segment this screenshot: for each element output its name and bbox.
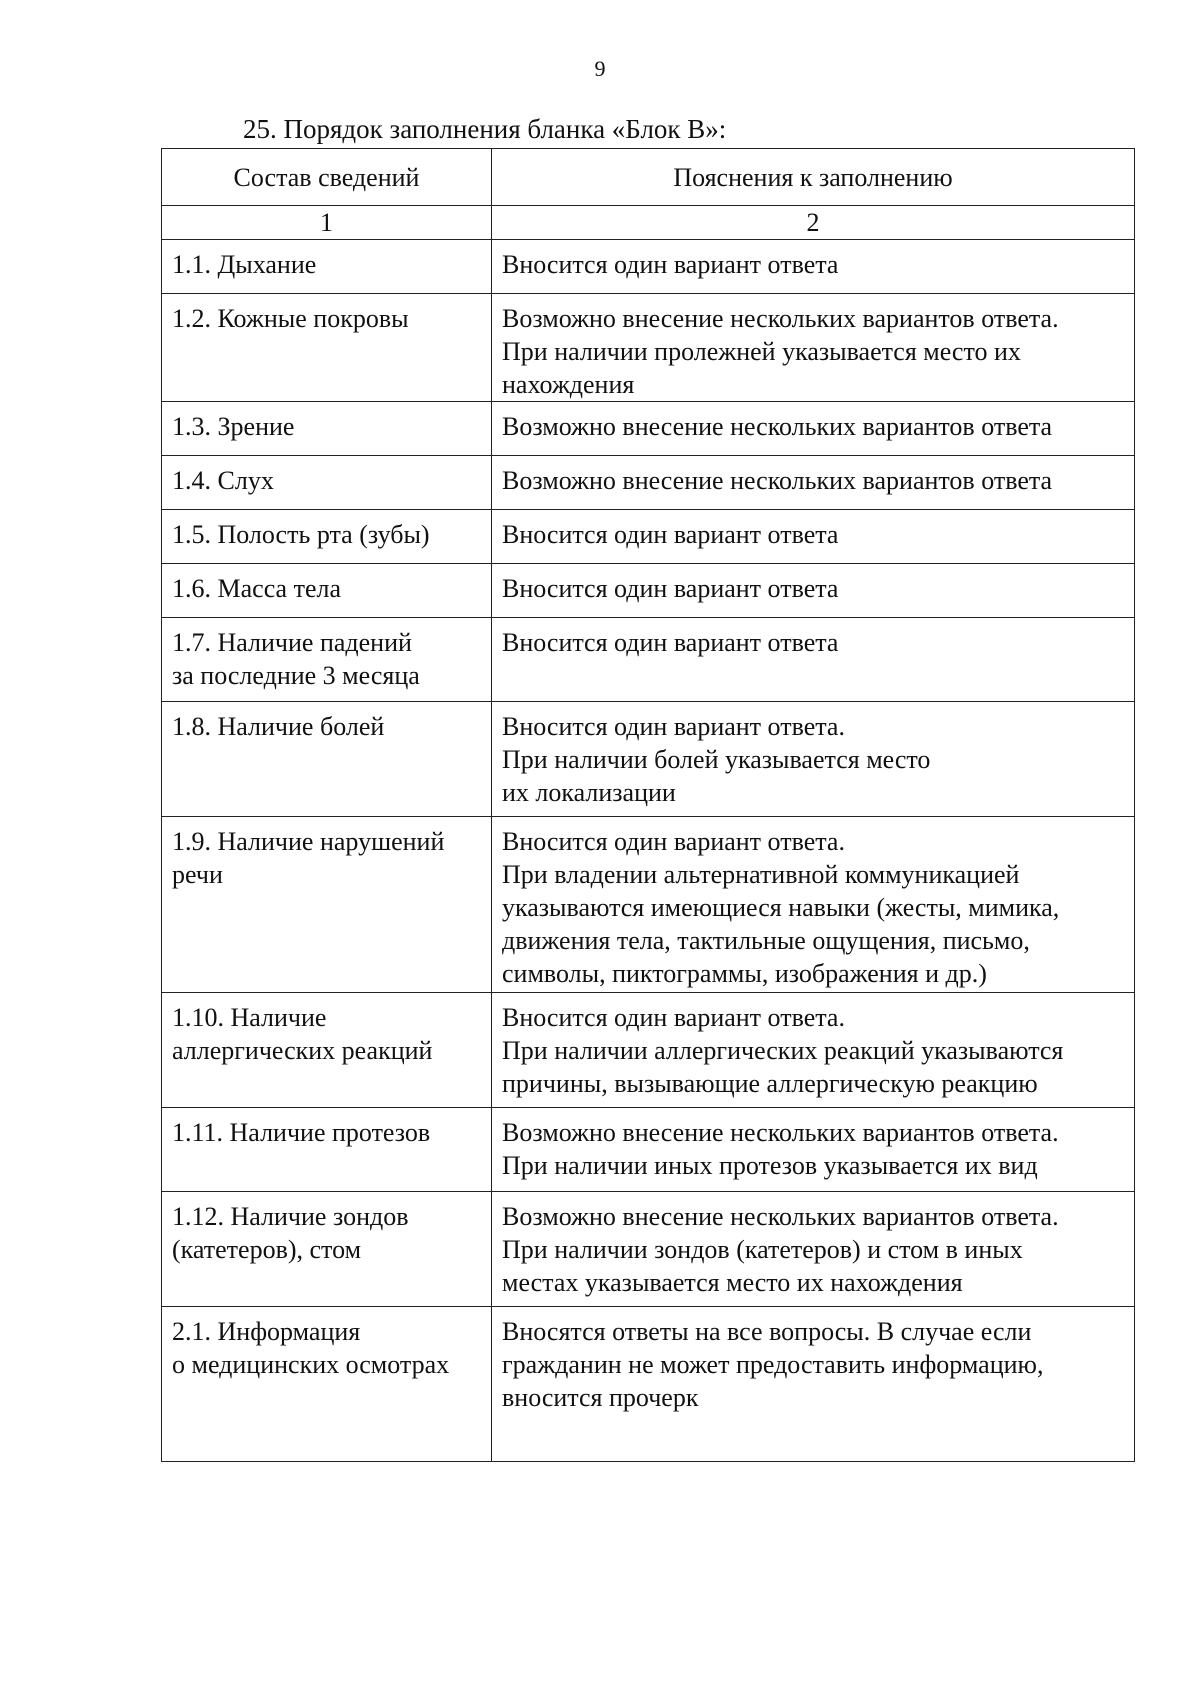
cell-composition bbox=[162, 1192, 492, 1307]
cell-explanation bbox=[492, 993, 1135, 1108]
cell-text-line: Вносится один вариант ответа bbox=[502, 520, 839, 549]
column-number-1: 1 bbox=[162, 206, 492, 240]
cell-text-line: 1.8. Наличие болей bbox=[172, 712, 385, 741]
cell-text-line: 1.12. Наличие зондов bbox=[172, 1202, 409, 1231]
cell-text-line: за последние 3 месяца bbox=[172, 661, 420, 690]
cell-text-line: (катетеров), стом bbox=[172, 1235, 362, 1264]
header-composition: Состав сведений bbox=[162, 149, 492, 206]
cell-text-line: Вносится один вариант ответа. bbox=[502, 712, 845, 741]
cell-explanation bbox=[492, 402, 1135, 456]
cell-text-line: аллергических реакций bbox=[172, 1036, 433, 1065]
cell-text-line: 1.6. Масса тела bbox=[172, 574, 342, 603]
cell-explanation bbox=[492, 456, 1135, 510]
cell-text-line: 1.4. Слух bbox=[172, 466, 274, 495]
cell-explanation bbox=[492, 817, 1135, 993]
table-row bbox=[162, 1108, 1135, 1192]
table-body bbox=[162, 240, 1135, 1462]
cell-text-line: 2.1. Информация bbox=[172, 1317, 361, 1346]
cell-text-line: Вносится один вариант ответа bbox=[502, 574, 839, 603]
cell-text-line: 1.5. Полость рта (зубы) bbox=[172, 520, 430, 549]
cell-text-line: о медицинских осмотрах bbox=[172, 1350, 450, 1379]
cell-composition bbox=[162, 294, 492, 402]
cell-composition bbox=[162, 510, 492, 564]
table-row bbox=[162, 564, 1135, 618]
cell-text-line: символы, пиктограммы, изображения и др.) bbox=[502, 959, 987, 988]
cell-explanation bbox=[492, 240, 1135, 294]
cell-text-line: Вносится один вариант ответа bbox=[502, 250, 839, 279]
cell-text-line: 1.9. Наличие нарушений bbox=[172, 827, 445, 856]
table-header-row bbox=[162, 149, 1135, 206]
cell-text-line: При наличии иных протезов указывается их вид bbox=[502, 1151, 1038, 1180]
cell-text-line: 1.3. Зрение bbox=[172, 412, 295, 441]
cell-text-line: Вносится один вариант ответа bbox=[502, 628, 839, 657]
column-number-2: 2 bbox=[492, 206, 1135, 240]
cell-composition bbox=[162, 1108, 492, 1192]
cell-composition bbox=[162, 402, 492, 456]
cell-text-line: Вносится один вариант ответа. bbox=[502, 827, 845, 856]
cell-explanation bbox=[492, 702, 1135, 817]
cell-text-line: Возможно внесение нескольких вариантов ответа. bbox=[502, 1118, 1059, 1147]
table-row bbox=[162, 993, 1135, 1108]
table-row bbox=[162, 618, 1135, 702]
cell-text-line: 1.2. Кожные покровы bbox=[172, 304, 409, 333]
cell-text-line: При наличии пролежней указывается место их bbox=[502, 337, 1021, 366]
cell-text-line: 1.7. Наличие падений bbox=[172, 628, 412, 657]
cell-text-line: Возможно внесение нескольких вариантов ответа bbox=[502, 466, 1053, 495]
fill-instructions-table bbox=[161, 148, 1135, 1462]
cell-text-line: Возможно внесение нескольких вариантов ответа. bbox=[502, 1202, 1059, 1231]
page-number: 9 bbox=[594, 56, 606, 81]
cell-text-line: Возможно внесение нескольких вариантов ответа. bbox=[502, 304, 1059, 333]
table-row bbox=[162, 1307, 1135, 1462]
cell-explanation bbox=[492, 1307, 1135, 1462]
cell-explanation bbox=[492, 1192, 1135, 1307]
table-row bbox=[162, 402, 1135, 456]
cell-text-line: нахождения bbox=[502, 370, 635, 399]
cell-text-line: причины, вызывающие аллергическую реакцию bbox=[502, 1069, 1038, 1098]
table-row bbox=[162, 240, 1135, 294]
cell-text-line: речи bbox=[172, 860, 223, 889]
cell-text-line: При наличии болей указывается место bbox=[502, 745, 931, 774]
cell-text-line: Вносится один вариант ответа. bbox=[502, 1003, 845, 1032]
cell-text-line: 1.10. Наличие bbox=[172, 1003, 327, 1032]
cell-text-line: При владении альтернативной коммуникацией bbox=[502, 860, 1020, 889]
header-explanations: Пояснения к заполнению bbox=[492, 149, 1135, 206]
table-row bbox=[162, 817, 1135, 993]
cell-text-line: При наличии зондов (катетеров) и стом в иных bbox=[502, 1235, 1023, 1264]
cell-text-line: 1.11. Наличие протезов bbox=[172, 1118, 431, 1147]
cell-explanation bbox=[492, 564, 1135, 618]
column-number-row bbox=[162, 206, 1135, 240]
cell-text-line: При наличии аллергических реакций указываются bbox=[502, 1036, 1064, 1065]
table-row bbox=[162, 456, 1135, 510]
cell-composition bbox=[162, 817, 492, 993]
cell-explanation bbox=[492, 510, 1135, 564]
cell-text-line: вносится прочерк bbox=[502, 1383, 699, 1412]
cell-text-line: движения тела, тактильные ощущения, письмо, bbox=[502, 926, 1030, 955]
cell-text-line: гражданин не может предоставить информацию, bbox=[502, 1350, 1044, 1379]
cell-explanation bbox=[492, 618, 1135, 702]
cell-explanation bbox=[492, 1108, 1135, 1192]
cell-text-line: 1.1. Дыхание bbox=[172, 250, 317, 279]
table-row bbox=[162, 294, 1135, 402]
cell-composition bbox=[162, 1307, 492, 1462]
table-row bbox=[162, 1192, 1135, 1307]
cell-composition bbox=[162, 240, 492, 294]
cell-composition bbox=[162, 702, 492, 817]
table-row bbox=[162, 702, 1135, 817]
cell-composition bbox=[162, 618, 492, 702]
cell-composition bbox=[162, 993, 492, 1108]
cell-text-line: местах указывается место их нахождения bbox=[502, 1268, 963, 1297]
cell-text-line: указываются имеющиеся навыки (жесты, мимика, bbox=[502, 893, 1060, 922]
cell-explanation bbox=[492, 294, 1135, 402]
cell-text-line: их локализации bbox=[502, 778, 676, 807]
table-row bbox=[162, 510, 1135, 564]
cell-composition bbox=[162, 456, 492, 510]
cell-composition bbox=[162, 564, 492, 618]
cell-text-line: Вносятся ответы на все вопросы. В случае если bbox=[502, 1317, 1032, 1346]
section-heading: 25. Порядок заполнения бланка «Блок В»: bbox=[243, 114, 727, 144]
cell-text-line: Возможно внесение нескольких вариантов ответа bbox=[502, 412, 1053, 441]
